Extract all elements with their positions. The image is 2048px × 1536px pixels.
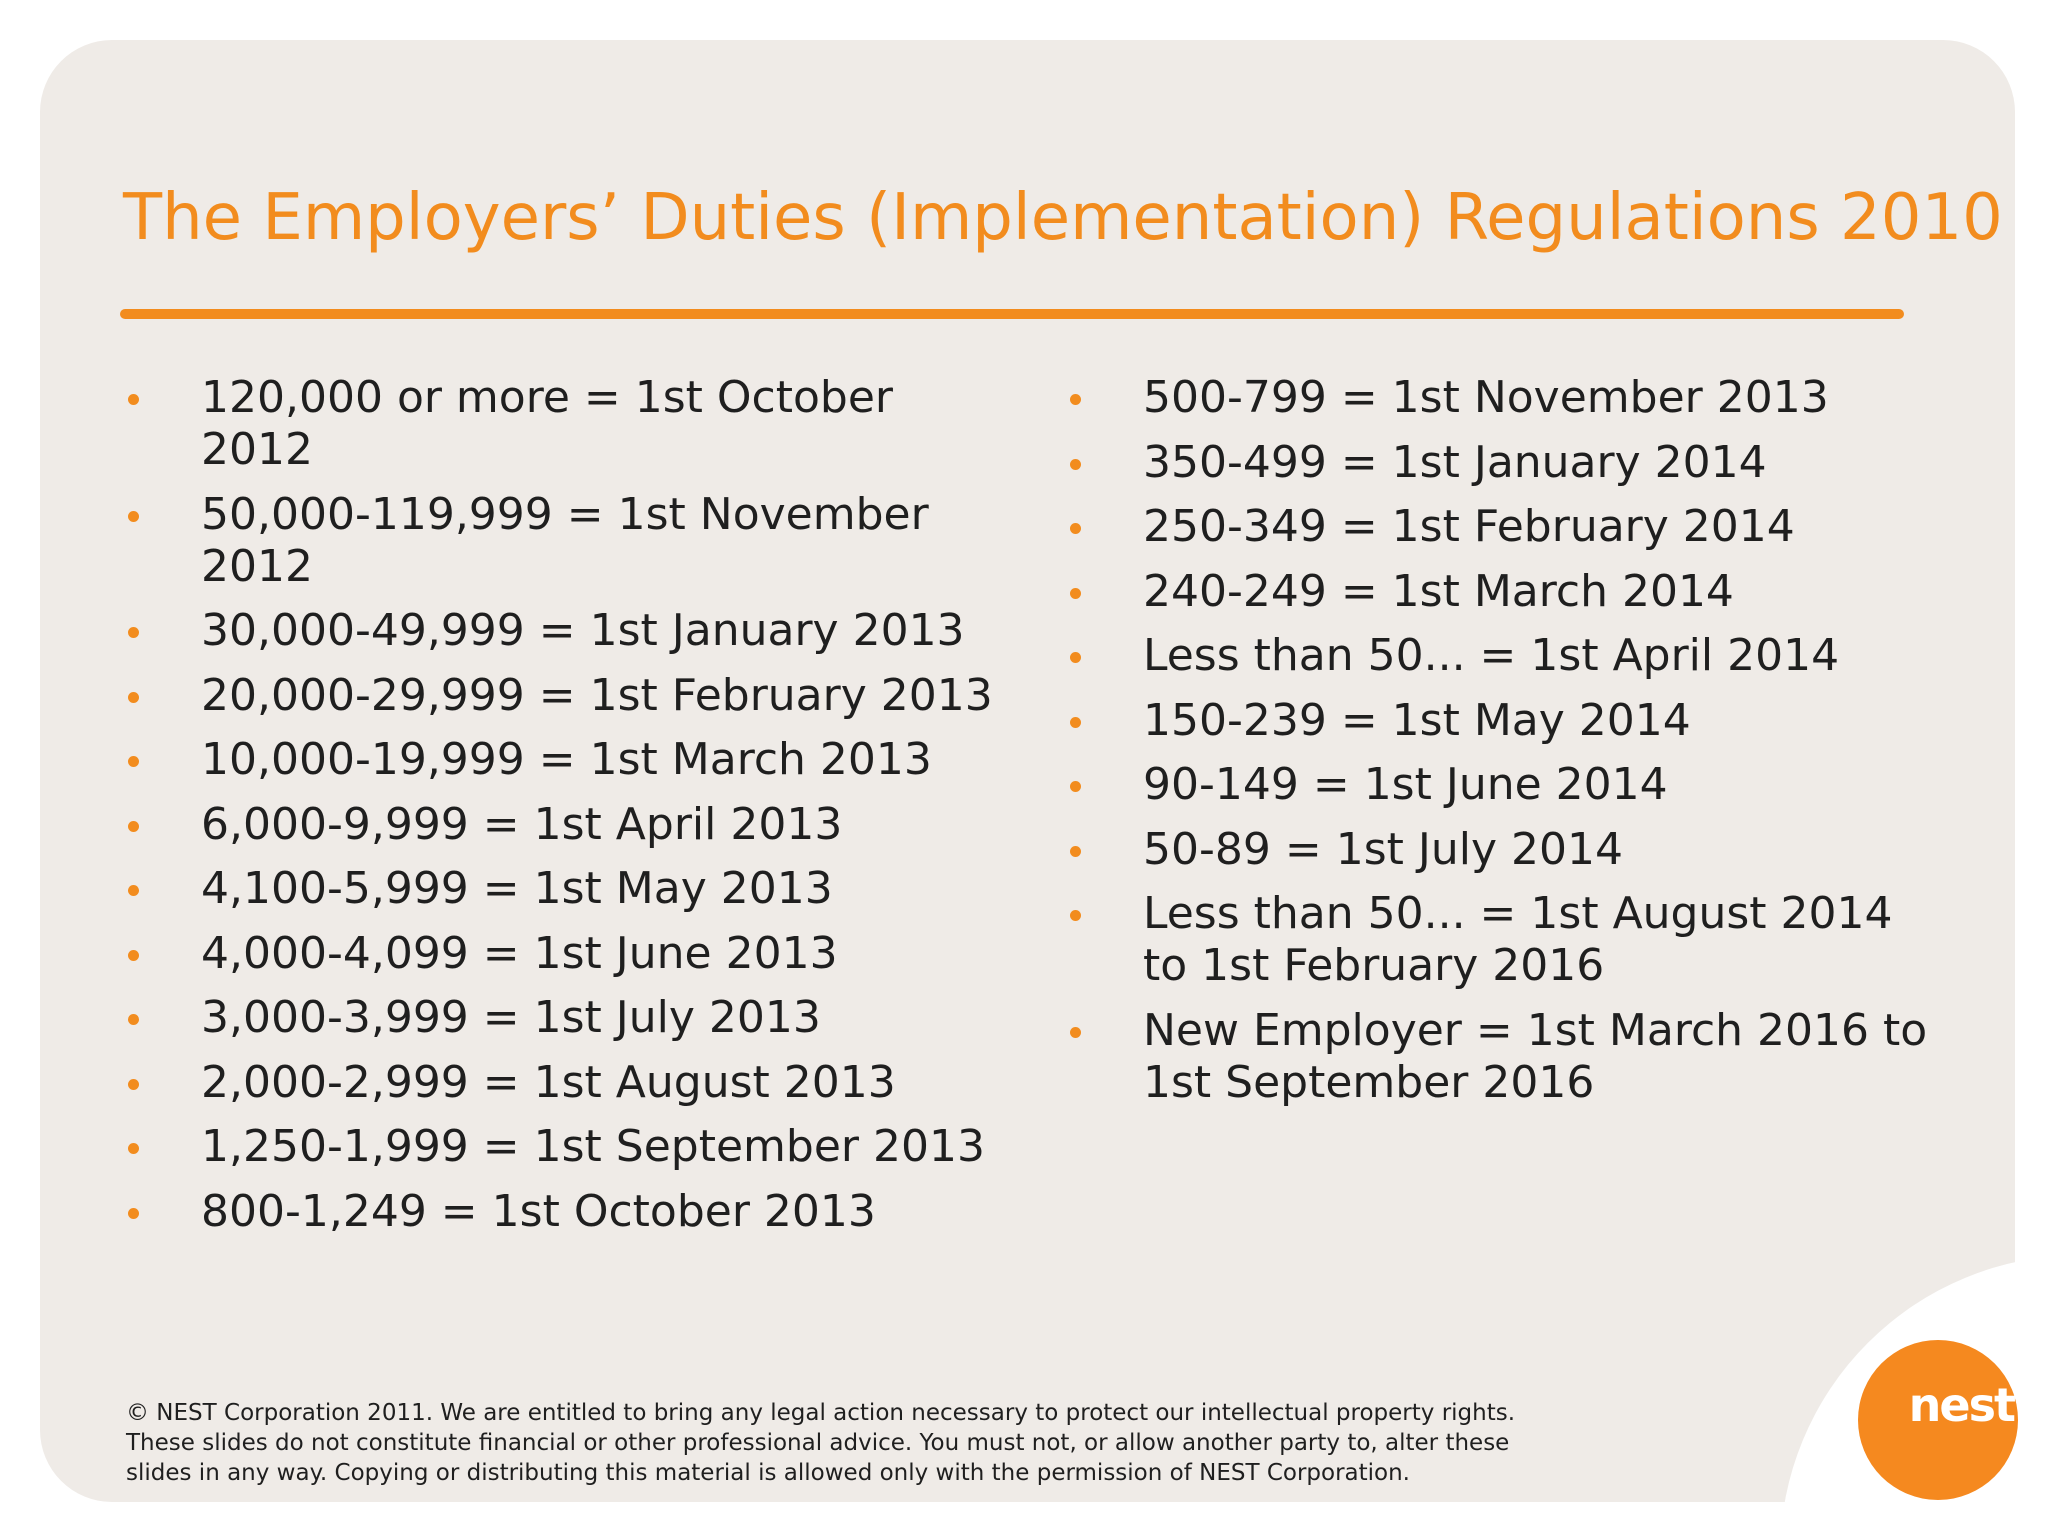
list-item-text: Less than 50... = 1st August 2014 to 1st February 2016 — [1143, 888, 1893, 991]
bullet-icon — [128, 756, 139, 767]
footer-line: slides in any way. Copying or distributing this material is allowed only with the permission of NEST Corporation. — [126, 1460, 1410, 1486]
bullet-icon — [1070, 1027, 1081, 1038]
bullet-icon — [1070, 846, 1081, 857]
list-item-text: 1,250-1,999 = 1st September 2013 — [201, 1121, 985, 1172]
list-item-text: 3,000-3,999 = 1st July 2013 — [201, 992, 821, 1043]
list-item — [128, 605, 1008, 657]
list-item-text: 350-499 = 1st January 2014 — [1143, 436, 1767, 488]
list-item — [1070, 437, 1950, 489]
list-item-text: Less than 50... = 1st April 2014 — [1143, 630, 1840, 681]
bullet-icon — [128, 1014, 139, 1025]
list-item — [128, 863, 1008, 915]
list-item-text: 500-799 = 1st November 2013 — [1143, 372, 1829, 423]
bullet-icon — [128, 1143, 139, 1154]
list-item-text: 20,000-29,999 = 1st February 2013 — [201, 669, 993, 721]
bullet-icon — [128, 692, 139, 703]
nest-logo — [1858, 1340, 2018, 1500]
list-item-text: 10,000-19,999 = 1st March 2013 — [201, 734, 932, 785]
list-item-text: 50-89 = 1st July 2014 — [1143, 823, 1623, 875]
list-item-text: 90-149 = 1st June 2014 — [1143, 759, 1668, 810]
bullet-icon — [1070, 523, 1081, 534]
list-item — [128, 928, 1008, 980]
list-item — [128, 992, 1008, 1044]
list-item — [128, 1186, 1008, 1238]
list-item-text: 30,000-49,999 = 1st January 2013 — [201, 605, 965, 656]
bullet-icon — [1070, 459, 1081, 470]
bullet-icon — [128, 394, 139, 405]
list-item — [128, 734, 1008, 786]
bullet-icon — [128, 1079, 139, 1090]
list-item-text: 800-1,249 = 1st October 2013 — [201, 1185, 876, 1237]
list-item-text: 4,100-5,999 = 1st May 2013 — [201, 863, 833, 914]
list-item — [128, 799, 1008, 851]
list-item — [128, 1121, 1008, 1173]
list-item-text: 2,000-2,999 = 1st August 2013 — [201, 1056, 896, 1108]
bullet-icon — [1070, 394, 1081, 405]
list-item-text: 50,000-119,999 = 1st November 2012 — [201, 488, 929, 592]
bullet-icon — [128, 885, 139, 896]
slide-title: The Employers’ Duties (Implementation) Regulations 2010 — [123, 181, 2003, 255]
list-item-text: 120,000 or more = 1st October 2012 — [201, 372, 893, 475]
bullet-icon — [1070, 652, 1081, 663]
bullet-icon — [128, 511, 139, 522]
bullet-icon — [1070, 781, 1081, 792]
bullet-icon — [128, 627, 139, 638]
list-item — [128, 489, 1008, 593]
list-item-text: 150-239 = 1st May 2014 — [1143, 694, 1691, 746]
bullet-icon — [1070, 910, 1081, 921]
footer-line: These slides do not constitute financial or other professional advice. You must not, or allow another party to, alter these — [126, 1430, 1510, 1456]
bullet-icon — [128, 1208, 139, 1219]
bullet-icon — [128, 950, 139, 961]
list-item-text: 4,000-4,099 = 1st June 2013 — [201, 927, 838, 979]
list-item — [1070, 372, 1950, 424]
list-item — [1070, 1005, 1950, 1109]
list-item — [1070, 824, 1950, 876]
list-item — [128, 1057, 1008, 1109]
list-item — [1070, 501, 1950, 553]
bullet-icon — [1070, 588, 1081, 599]
left-bullet-list — [128, 372, 1008, 1250]
list-item — [128, 372, 1008, 476]
list-item — [1070, 566, 1950, 618]
title-divider — [120, 309, 1904, 319]
list-item-text: 6,000-9,999 = 1st April 2013 — [201, 798, 843, 850]
list-item — [1070, 759, 1950, 811]
footer-line: © NEST Corporation 2011. We are entitled to bring any legal action necessary to protect our intellectual property rights. — [126, 1400, 1516, 1426]
list-item — [128, 670, 1008, 722]
right-bullet-list — [1070, 372, 1950, 1121]
list-item-text: 250-349 = 1st February 2014 — [1143, 501, 1795, 552]
list-item — [1070, 695, 1950, 747]
list-item-text: New Employer = 1st March 2016 to 1st September 2016 — [1143, 1004, 1928, 1108]
list-item — [1070, 888, 1950, 992]
list-item-text: 240-249 = 1st March 2014 — [1143, 565, 1734, 617]
copyright-footer — [126, 1398, 1576, 1488]
list-item — [1070, 630, 1950, 682]
logo-text: nest — [1908, 1378, 2014, 1432]
bullet-icon — [128, 821, 139, 832]
bullet-icon — [1070, 717, 1081, 728]
